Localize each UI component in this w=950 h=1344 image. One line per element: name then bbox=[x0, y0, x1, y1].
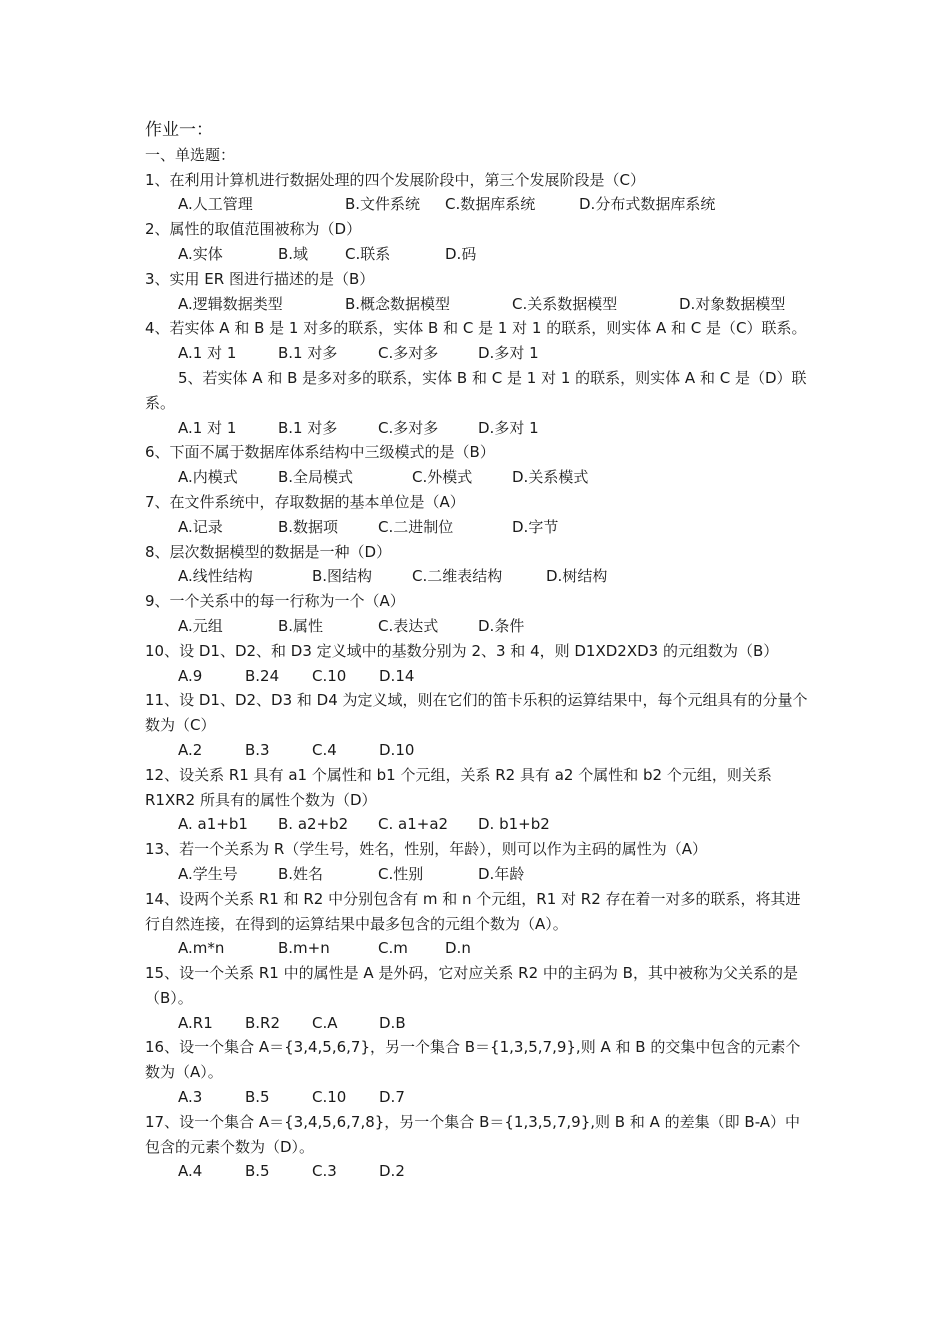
option-a: A.4 bbox=[178, 1162, 203, 1181]
option-b: B.1 对多 bbox=[278, 344, 338, 363]
option-c: C.数据库系统 bbox=[445, 195, 536, 214]
question-17: 17、设一个集合 A＝{3,4,5,6,7,8}，另一个集合 B＝{1,3,5,7,9},则 B 和 A 的差集（即 B-A）中包含的元素个数为（D）。 bbox=[145, 1112, 801, 1156]
question-8: 8、层次数据模型的数据是一种（D） bbox=[145, 542, 392, 561]
question-15: 15、设一个关系 R1 中的属性是 A 是外码，它对应关系 R2 中的主码为 B，其中被称为父关系的是（B）。 bbox=[145, 964, 798, 1007]
option-b: B.概念数据模型 bbox=[345, 294, 451, 313]
option-a: A.2 bbox=[178, 740, 203, 759]
option-b: B. a2+b2 bbox=[278, 815, 349, 834]
question-3: 3、实用 ER 图进行描述的是（B） bbox=[145, 269, 375, 288]
option-c: C.多对多 bbox=[378, 344, 439, 363]
option-b: B.5 bbox=[245, 1088, 270, 1107]
option-b: B.数据项 bbox=[278, 517, 339, 536]
options-1 bbox=[145, 192, 810, 217]
options-8 bbox=[145, 564, 810, 589]
option-c: C.二进制位 bbox=[378, 517, 454, 536]
assignment-title: 作业一： bbox=[145, 120, 213, 140]
option-d: D.树结构 bbox=[546, 567, 608, 586]
option-b: B.1 对多 bbox=[278, 418, 338, 437]
options-12 bbox=[145, 812, 810, 837]
options-16 bbox=[145, 1085, 810, 1110]
option-d: D.2 bbox=[379, 1162, 405, 1181]
option-a: A.实体 bbox=[178, 244, 223, 263]
option-b: B.文件系统 bbox=[345, 195, 421, 214]
option-c: C.A bbox=[312, 1013, 338, 1032]
options-4 bbox=[145, 341, 810, 366]
question-9: 9、一个关系中的每一行称为一个（A） bbox=[145, 592, 405, 611]
question-7: 7、在文件系统中，存取数据的基本单位是（A） bbox=[145, 492, 465, 511]
options-7 bbox=[145, 515, 810, 540]
option-c: C.二维表结构 bbox=[412, 567, 503, 586]
option-c: C.性别 bbox=[378, 864, 424, 883]
option-d: D. b1+b2 bbox=[478, 815, 550, 834]
section-heading: 一、单选题： bbox=[145, 145, 236, 164]
option-b: B.R2 bbox=[245, 1013, 281, 1032]
option-d: D.7 bbox=[379, 1088, 405, 1107]
options-15 bbox=[145, 1011, 810, 1036]
question-4: 4、若实体 A 和 B 是 1 对多的联系，实体 B 和 C 是 1 对 1 的联系，则实体 A 和 C 是（C）联系。 bbox=[145, 319, 807, 338]
option-a: A.9 bbox=[178, 666, 203, 685]
option-a: A.m*n bbox=[178, 939, 225, 958]
option-b: B.图结构 bbox=[312, 567, 373, 586]
option-d: D.年龄 bbox=[478, 864, 525, 883]
option-c: C.联系 bbox=[345, 244, 391, 263]
question-10: 10、设 D1、D2、和 D3 定义域中的基数分别为 2、3 和 4，则 D1XD2XD3 的元组数为（B） bbox=[145, 641, 779, 660]
options-2 bbox=[145, 242, 810, 267]
option-c: C. a1+a2 bbox=[378, 815, 449, 834]
option-a: A. a1+b1 bbox=[178, 815, 248, 834]
options-11 bbox=[145, 738, 810, 763]
option-d: D.10 bbox=[379, 740, 415, 759]
option-c: C.4 bbox=[312, 740, 337, 759]
option-c: C.10 bbox=[312, 1088, 347, 1107]
question-12: 12、设关系 R1 具有 a1 个属性和 b1 个元组，关系 R2 具有 a2 个属性和 b2 个元组，则关系 R1XR2 所具有的属性个数为（D） bbox=[145, 765, 772, 809]
option-b: B.全局模式 bbox=[278, 468, 354, 487]
options-3 bbox=[145, 292, 810, 317]
option-d: D.关系模式 bbox=[512, 468, 589, 487]
option-d: D.码 bbox=[445, 244, 477, 263]
option-a: A.R1 bbox=[178, 1013, 213, 1032]
question-14: 14、设两个关系 R1 和 R2 中分别包含有 m 和 n 个元组，R1 对 R2 存在着一对多的联系，将其进行自然连接，在得到的运算结果中最多包含的元组个数为（A）。 bbox=[145, 889, 801, 933]
option-c: C.10 bbox=[312, 666, 347, 685]
question-5: 5、若实体 A 和 B 是多对多的联系，实体 B 和 C 是 1 对 1 的联系，则实体 A 和 C 是（D）联系。 bbox=[145, 368, 807, 412]
option-a: A.元组 bbox=[178, 616, 223, 635]
question-16: 16、设一个集合 A＝{3,4,5,6,7}，另一个集合 B＝{1,3,5,7,9},则 A 和 B 的交集中包含的元素个数为（A）。 bbox=[145, 1038, 801, 1082]
option-b: B.姓名 bbox=[278, 864, 324, 883]
options-6 bbox=[145, 465, 810, 490]
option-a: A.内模式 bbox=[178, 468, 238, 487]
question-1: 1、在利用计算机进行数据处理的四个发展阶段中，第三个发展阶段是（C） bbox=[145, 170, 646, 189]
option-a: A.3 bbox=[178, 1088, 203, 1107]
option-d: D.字节 bbox=[512, 517, 559, 536]
option-a: A.1 对 1 bbox=[178, 344, 237, 363]
question-6: 6、下面不属于数据库体系结构中三级模式的是（B） bbox=[145, 443, 495, 462]
options-9 bbox=[145, 614, 810, 639]
question-11: 11、设 D1、D2、D3 和 D4 为定义域，则在它们的笛卡乐积的运算结果中，每个元组具有的分量个数为（C） bbox=[145, 691, 808, 735]
option-c: C.3 bbox=[312, 1162, 337, 1181]
question-13: 13、若一个关系为 R（学生号，姓名，性别，年龄），则可以作为主码的属性为（A） bbox=[145, 840, 708, 859]
option-d: D.多对 1 bbox=[478, 344, 539, 363]
option-b: B.属性 bbox=[278, 616, 324, 635]
option-d: D.n bbox=[445, 939, 471, 958]
option-b: B.3 bbox=[245, 740, 270, 759]
option-d: D.分布式数据库系统 bbox=[579, 195, 716, 214]
document-page bbox=[145, 118, 810, 1184]
options-14 bbox=[145, 936, 810, 961]
option-b: B.24 bbox=[245, 666, 280, 685]
option-d: D.条件 bbox=[478, 616, 525, 635]
options-13 bbox=[145, 862, 810, 887]
option-a: A.逻辑数据类型 bbox=[178, 294, 283, 313]
option-d: D.对象数据模型 bbox=[679, 294, 786, 313]
options-5 bbox=[145, 416, 810, 441]
option-b: B.域 bbox=[278, 244, 309, 263]
options-17 bbox=[145, 1159, 810, 1184]
option-c: C.多对多 bbox=[378, 418, 439, 437]
option-a: A.人工管理 bbox=[178, 195, 253, 214]
option-c: C.外模式 bbox=[412, 468, 473, 487]
option-a: A.记录 bbox=[178, 517, 223, 536]
option-a: A.学生号 bbox=[178, 864, 238, 883]
option-a: A.线性结构 bbox=[178, 567, 253, 586]
option-d: D.B bbox=[379, 1013, 406, 1032]
question-2: 2、属性的取值范围被称为（D） bbox=[145, 220, 362, 239]
option-d: D.多对 1 bbox=[478, 418, 539, 437]
options-10 bbox=[145, 664, 810, 689]
option-c: C.关系数据模型 bbox=[512, 294, 618, 313]
option-c: C.m bbox=[378, 939, 408, 958]
option-b: B.m+n bbox=[278, 939, 330, 958]
option-d: D.14 bbox=[379, 666, 415, 685]
option-a: A.1 对 1 bbox=[178, 418, 237, 437]
option-c: C.表达式 bbox=[378, 616, 439, 635]
option-b: B.5 bbox=[245, 1162, 270, 1181]
